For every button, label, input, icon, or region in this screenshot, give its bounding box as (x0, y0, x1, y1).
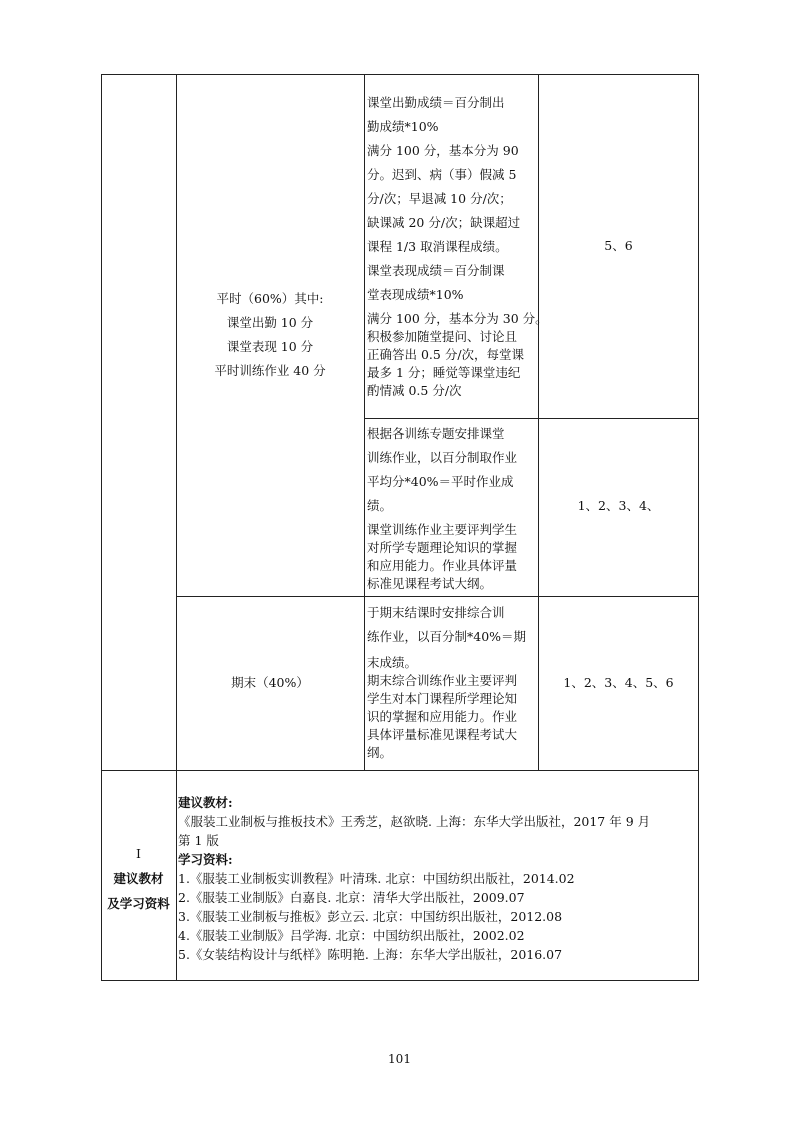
section-letter: I (136, 846, 141, 861)
textbook-line: 《服装工业制板与推板技术》王秀芝，赵欲晓. 上海：东华大学出版社，2017 年 9 月 (178, 814, 651, 829)
reference-item: 4.《服装工业制版》吕学海. 北京：中国纺织出版社，2002.02 (178, 928, 525, 943)
reference-heading: 学习资料: (178, 852, 233, 867)
row-divider-3 (101, 770, 699, 771)
textbook-heading: 建议教材: (178, 795, 233, 810)
materials-content (178, 793, 698, 964)
row-divider-2 (176, 596, 699, 597)
homework-criteria: 根据各训练专题安排课堂 训练作业，以百分制取作业 平均分*40%＝平时作业成 绩。 (367, 426, 518, 513)
final-evaluation-detail: 末成绩。 期末综合训练作业主要评判 学生对本门课程所学理论知 识的掌握和应用能力。作业 具体评量标准见课程考试大 纲。 (367, 655, 518, 760)
reference-item: 1.《服装工业制板实训教程》叶清珠. 北京：中国纺织出版社，2014.02 (178, 871, 575, 886)
col-divider-1 (176, 74, 177, 981)
row-divider-1 (364, 418, 699, 419)
col-divider-3 (538, 74, 539, 770)
performance-scoring-detail: 满分 100 分，基本分为 30 分。 积极参加随堂提问、讨论且 正确答出 0.5 分/次，每堂课 最多 1 分；睡觉等课堂违纪 酌情减 0.5 分/次 (367, 311, 548, 398)
reference-item: 5.《女装结构设计与纸样》陈明艳. 上海：东华大学出版社，2016.07 (178, 947, 563, 962)
final-assessment-label: 期末（40%） (231, 675, 309, 690)
textbook-line: 第 1 版 (178, 833, 219, 848)
col-divider-2 (364, 74, 365, 770)
homework-evaluation-detail: 课堂训练作业主要评判学生 对所学专题理论知识的掌握 和应用能力。作业具体评量 标准见课程考试大纲。 (367, 522, 518, 591)
final-criteria: 于期末结课时安排综合训 练作业，以百分制*40%＝期 (367, 605, 527, 644)
regular-assessment-label: 平时（60%）其中: 课堂出勤 10 分 课堂表现 10 分 平时训练作业 40 分 (214, 291, 326, 378)
block2-objectives: 1、2、3、4、 (577, 498, 660, 513)
attendance-performance-criteria: 课堂出勤成绩＝百分制出 勤成绩*10% 满分 100 分，基本分为 90 分。迟到、病（事）假减 5 分/次；早退减 10 分/次； 缺课减 20 分/次；缺课超过 课程 1/3 取消课程成绩。 课堂表现成绩＝百分制课 堂表现成绩*10% (367, 95, 521, 302)
block1-objectives: 5、6 (604, 238, 633, 253)
reference-item: 3.《服装工业制板与推板》彭立云. 北京：中国纺织出版社，2012.08 (178, 909, 563, 924)
reference-item: 2.《服装工业制版》白嘉良. 北京：清华大学出版社，2009.07 (178, 890, 525, 905)
page-number: 101 (388, 1052, 411, 1066)
final-objectives: 1、2、3、4、5、6 (563, 675, 674, 690)
materials-section-label: I 建议教材 及学习资料 (101, 841, 176, 916)
